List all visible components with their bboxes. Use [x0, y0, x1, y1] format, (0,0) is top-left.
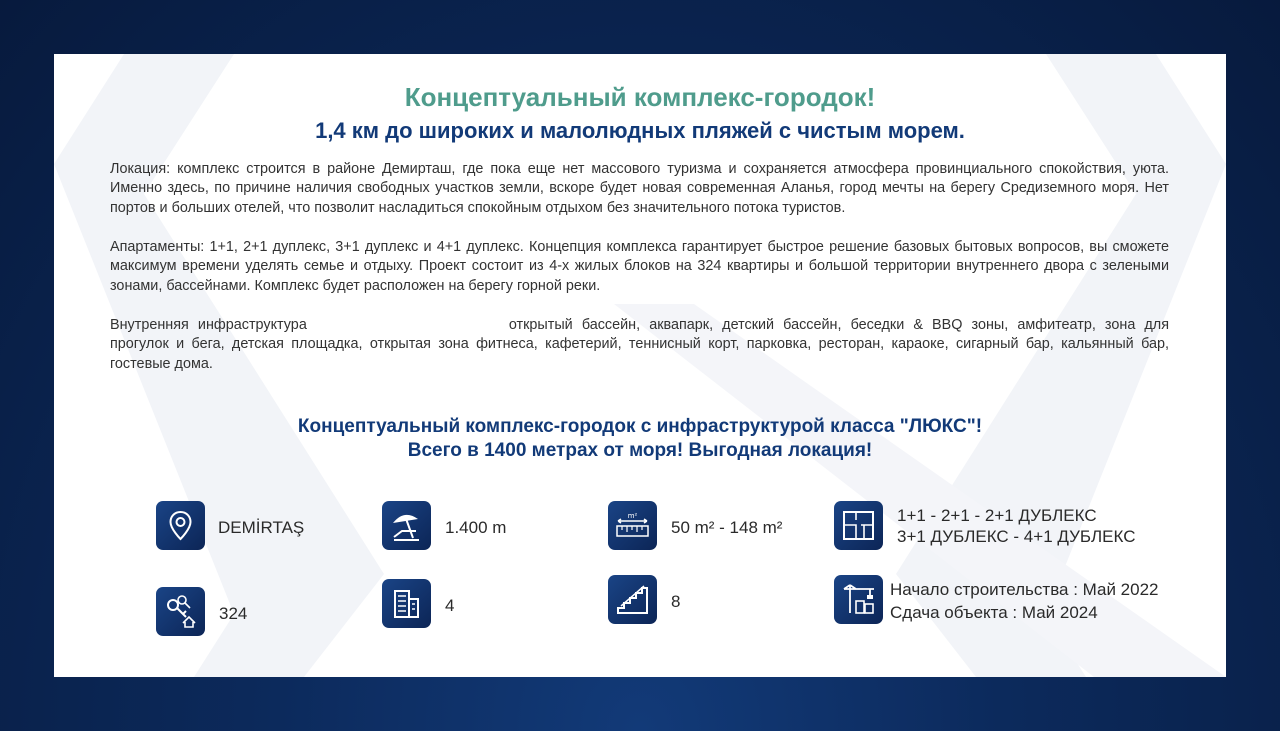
- layouts-line-2: 3+1 ДУБЛЕКС - 4+1 ДУБЛЕКС: [897, 527, 1136, 546]
- construction-crane-icon: [834, 575, 883, 624]
- svg-text:m²: m²: [627, 512, 638, 520]
- building-icon: [382, 579, 431, 628]
- sea-distance-value: 1.400 m: [445, 518, 507, 537]
- feature-location: [156, 501, 336, 551]
- feature-sea-distance: [382, 501, 562, 551]
- feature-layouts: [834, 501, 1154, 551]
- highlight-line-2: Всего в 1400 метрах от моря! Выгодная локация!: [407, 440, 873, 461]
- card-content: [54, 54, 1226, 677]
- info-card: [54, 54, 1226, 677]
- stairs-icon: [608, 575, 657, 624]
- apartments-count-value: 324: [219, 604, 248, 623]
- apartments-paragraph: Апартаменты: 1+1, 2+1 дуплекс, 3+1 дуплекс и 4+1 дуплекс. Концепция комплекса гарантирует быстрое решение базовых бытовых вопросов, вы сможете максимум времени уделять семье и отдыху. Проект состоит из 4-х жилых блоков на 324 квартиры и большой территории внутреннего двора с зелеными зонами, бассейнами. Комплекс будет расположен на берегу горной реки.: [110, 239, 1169, 294]
- area-measure-icon: [608, 501, 657, 550]
- completion-value: Сдача объекта : Май 2024: [890, 603, 1098, 622]
- location-paragraph: Локация: комплекс строится в районе Демирташ, где пока еще нет массового туризма и сохраняется атмосфера провинциального спокойствия, уюта. Именно здесь, по причине наличия свободных участков земли, вскоре будет новая современная Аланья, город мечты на берегу Средиземного моря. Нет портов и больших отелей, что позволит насладиться спокойным отдыхом без значительного потока туристов.: [110, 161, 1169, 216]
- feature-apartments-count: [156, 587, 336, 637]
- feature-construction-dates: [834, 575, 1194, 625]
- floor-plan-icon: [834, 501, 883, 550]
- layouts-line-1: 1+1 - 2+1 - 2+1 ДУБЛЕКС: [897, 506, 1097, 525]
- location-value: DEMİRTAŞ: [218, 518, 305, 537]
- beach-umbrella-icon: [382, 501, 431, 550]
- page-title: Концептуальный комплекс-городок!: [404, 82, 876, 112]
- highlight-line-1: Концептуальный комплекс-городок с инфраструктурой класса "ЛЮКС"!: [297, 416, 983, 437]
- feature-floors-count: [608, 575, 788, 625]
- area-value: 50 m² - 148 m²: [671, 518, 783, 537]
- map-pin-icon: [156, 501, 205, 550]
- keys-house-icon: [156, 587, 205, 636]
- feature-area: [608, 501, 818, 551]
- infrastructure-label: Внутренняя инфраструктура: [110, 317, 307, 333]
- floors-count-value: 8: [671, 592, 681, 611]
- feature-blocks-count: [382, 579, 562, 629]
- page-subtitle: 1,4 км до широких и малолюдных пляжей с чистым морем.: [315, 118, 965, 143]
- infrastructure-text: открытый бассейн, аквапарк, детский бассейн, беседки & BBQ зоны, амфитеатр, зона для прогулок и бега, детская площадка, открытая зона фитнеса, кафетерий, теннисный корт, парковка, ресторан, караоке, сигарный бар, кальянный бар, гостевые дома.: [110, 317, 1169, 372]
- blocks-count-value: 4: [445, 596, 455, 615]
- construction-start-value: Начало строительства : Май 2022: [890, 580, 1159, 599]
- infrastructure-paragraph: [110, 316, 1169, 374]
